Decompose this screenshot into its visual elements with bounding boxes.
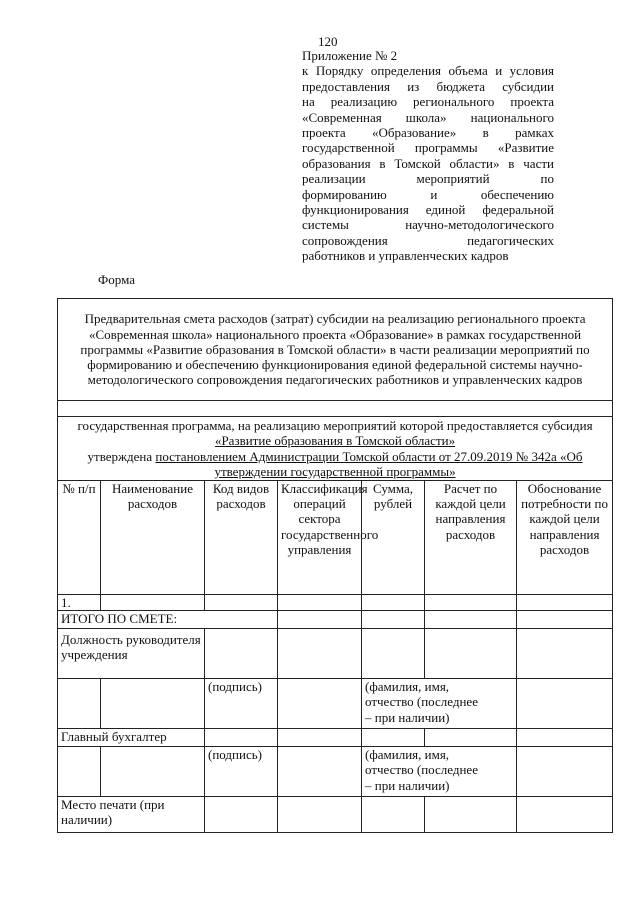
table-cell bbox=[425, 611, 517, 629]
table-cell bbox=[362, 611, 425, 629]
column-header: Классификация операций сектора государственного управления bbox=[278, 481, 362, 595]
appendix-line: проекта «Образование» в рамках bbox=[302, 125, 554, 141]
table-cell bbox=[205, 797, 278, 833]
table-cell bbox=[362, 629, 425, 679]
appendix-line: формированию и обеспечению bbox=[302, 186, 554, 202]
table-cell bbox=[278, 747, 362, 797]
signature-label: (подпись) bbox=[205, 747, 278, 797]
table-cell bbox=[278, 629, 362, 679]
program-name: «Развитие образования в Томской области» bbox=[214, 433, 456, 449]
table-cell bbox=[278, 611, 362, 629]
form-label: Форма bbox=[98, 272, 135, 287]
table-title: Предварительная смета расходов (затрат) субсидии на реализацию регионального проекта «Современная школа» национального проекта «Образование» в рамках государственной программы «Развитие образования в Томской области» в части реализации мероприятий по формированию и обеспечению функционирования единой федеральной системы научно-методологического сопровождения педагогических работников и управленческих кадров bbox=[58, 299, 613, 401]
table-cell bbox=[278, 679, 362, 729]
page-number: 120 bbox=[318, 34, 338, 49]
total-label: ИТОГО ПО СМЕТЕ: bbox=[58, 611, 278, 629]
table-cell bbox=[425, 595, 517, 611]
name-label: (фамилия, имя, отчество (последнее – при наличии) bbox=[362, 679, 517, 729]
appendix-line: на реализацию регионального проекта bbox=[302, 94, 554, 110]
column-header: Обоснование потребности по каждой цели направления расходов bbox=[517, 481, 613, 595]
column-header: Код видов расходов bbox=[205, 481, 278, 595]
table-cell bbox=[517, 595, 613, 611]
estimate-table bbox=[57, 298, 613, 833]
table-cell bbox=[205, 595, 278, 611]
table-cell bbox=[517, 797, 613, 833]
empty-row bbox=[58, 401, 613, 417]
column-header: Наименование расходов bbox=[101, 481, 205, 595]
appendix-line: сопровождения педагогических bbox=[302, 232, 554, 248]
name-label: (фамилия, имя, отчество (последнее – при наличии) bbox=[362, 747, 517, 797]
appendix-title: Приложение № 2 bbox=[302, 48, 398, 63]
table-cell bbox=[205, 729, 278, 747]
appendix-line: работников и управленческих кадров bbox=[302, 248, 509, 264]
appendix-line: системы научно-методологического bbox=[302, 217, 554, 233]
head-position-label: Должность руководителя учреждения bbox=[58, 629, 205, 679]
program-info bbox=[58, 417, 613, 481]
appendix-block bbox=[302, 48, 554, 264]
table-cell bbox=[517, 747, 613, 797]
program-intro: государственная программа, на реализацию мероприятий которой предоставляется субсидия bbox=[77, 418, 593, 434]
appendix-line: предоставления из бюджета субсидии bbox=[302, 78, 554, 94]
table-cell bbox=[362, 797, 425, 833]
table-cell bbox=[101, 595, 205, 611]
column-header: Расчет по каждой цели направления расходов bbox=[425, 481, 517, 595]
signature-label: (подпись) bbox=[205, 679, 278, 729]
table-cell bbox=[425, 629, 517, 679]
table-cell bbox=[425, 729, 517, 747]
table-cell bbox=[362, 729, 425, 747]
table-cell bbox=[362, 595, 425, 611]
column-header: Сумма, рублей bbox=[362, 481, 425, 595]
appendix-line: функционирования единой федеральной bbox=[302, 202, 554, 218]
seal-label: Место печати (при наличии) bbox=[58, 797, 205, 833]
appendix-line: образования в Томской области» в части bbox=[302, 155, 554, 171]
approved-doc: постановлением Администрации Томской области от 27.09.2019 № 342а «Об утверждении государственной программы» bbox=[155, 448, 583, 479]
table-cell bbox=[517, 679, 613, 729]
table-cell bbox=[101, 747, 205, 797]
accountant-label: Главный бухгалтер bbox=[58, 729, 205, 747]
table-cell bbox=[517, 611, 613, 629]
appendix-line: государственной программы «Развитие bbox=[302, 140, 554, 156]
table-cell bbox=[517, 729, 613, 747]
appendix-line: к Порядку определения объема и условия bbox=[302, 63, 554, 79]
row-number: 1. bbox=[58, 595, 101, 611]
table-cell bbox=[517, 629, 613, 679]
approved-prefix: утверждена bbox=[87, 448, 153, 464]
table-cell bbox=[205, 629, 278, 679]
table-cell bbox=[278, 729, 362, 747]
table-cell bbox=[425, 797, 517, 833]
appendix-line: «Современная школа» национального bbox=[302, 109, 554, 125]
table-cell bbox=[101, 679, 205, 729]
column-header: № п/п bbox=[58, 481, 101, 595]
table-cell bbox=[58, 747, 101, 797]
table-cell bbox=[278, 797, 362, 833]
appendix-line: реализации мероприятий по bbox=[302, 171, 554, 187]
table-cell bbox=[278, 595, 362, 611]
table-cell bbox=[58, 679, 101, 729]
